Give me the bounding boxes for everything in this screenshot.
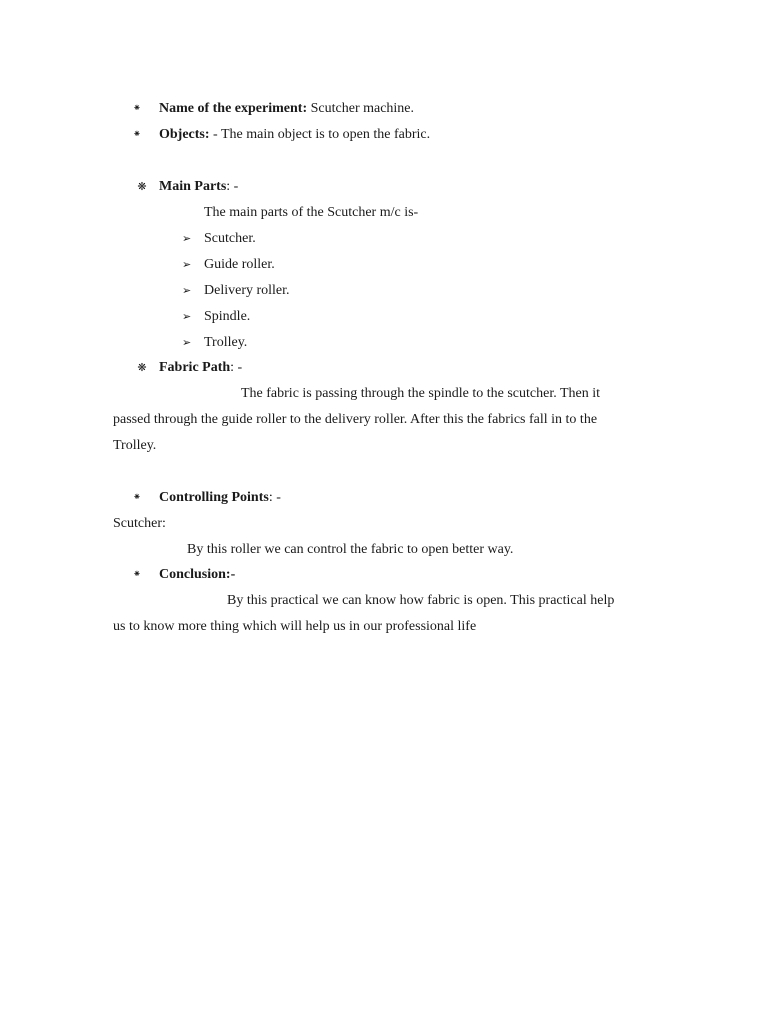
- main-parts-label: Main Parts: [159, 179, 227, 194]
- fabric-path-suffix: : -: [230, 360, 243, 375]
- experiment-name-value: Scutcher machine.: [307, 101, 415, 116]
- bullet-icon: ❋: [137, 362, 147, 374]
- main-parts-heading: [159, 178, 238, 196]
- list-item: Delivery roller.: [204, 283, 290, 298]
- bullet-icon: ⁕: [132, 569, 142, 580]
- controlling-points-subheading-text: Scutcher:: [113, 516, 166, 531]
- conclusion-heading: [159, 566, 235, 584]
- fabric-path-paragraph-line: Trolley.: [113, 438, 157, 453]
- controlling-points-subheading: [113, 515, 166, 533]
- controlling-points-suffix: : -: [268, 490, 281, 505]
- controlling-points-heading: [159, 489, 281, 507]
- bullet-icon: ❋: [137, 181, 147, 193]
- list-item: Scutcher.: [204, 231, 256, 246]
- arrow-bullet-icon: ➢: [182, 337, 192, 349]
- fabric-path-heading: [159, 359, 242, 377]
- arrow-bullet-icon: ➢: [182, 285, 192, 297]
- list-item: Spindle.: [204, 309, 251, 324]
- experiment-name-line: [159, 100, 414, 118]
- fabric-path-label: Fabric Path: [159, 360, 231, 375]
- controlling-points-text: By this roller we can control the fabric to open better way.: [187, 542, 514, 557]
- bullet-icon: ⁕: [132, 129, 142, 140]
- conclusion-paragraph-line: us to know more thing which will help us in our professional life: [113, 619, 477, 634]
- arrow-bullet-icon: ➢: [182, 233, 192, 245]
- list-item: Trolley.: [204, 335, 248, 350]
- arrow-bullet-icon: ➢: [182, 311, 192, 323]
- list-item: Guide roller.: [204, 257, 275, 272]
- bullet-icon: ⁕: [132, 103, 142, 114]
- experiment-name-label: Name of the experiment:: [159, 101, 308, 116]
- conclusion-paragraph-line: By this practical we can know how fabric is open. This practical help: [227, 593, 615, 608]
- controlling-points-label: Controlling Points: [159, 490, 269, 505]
- bullet-icon: ⁕: [132, 492, 142, 503]
- objects-value: - The main object is to open the fabric.: [209, 127, 431, 142]
- main-parts-suffix: : -: [226, 179, 239, 194]
- objects-label: Objects:: [159, 127, 210, 142]
- conclusion-label: Conclusion:-: [159, 567, 236, 582]
- fabric-path-paragraph-line: The fabric is passing through the spindle to the scutcher. Then it: [241, 386, 600, 401]
- arrow-bullet-icon: ➢: [182, 259, 192, 271]
- objects-line: [159, 126, 430, 144]
- main-parts-intro: The main parts of the Scutcher m/c is-: [204, 205, 419, 220]
- fabric-path-paragraph-line: passed through the guide roller to the delivery roller. After this the fabrics fall in to the: [113, 412, 598, 427]
